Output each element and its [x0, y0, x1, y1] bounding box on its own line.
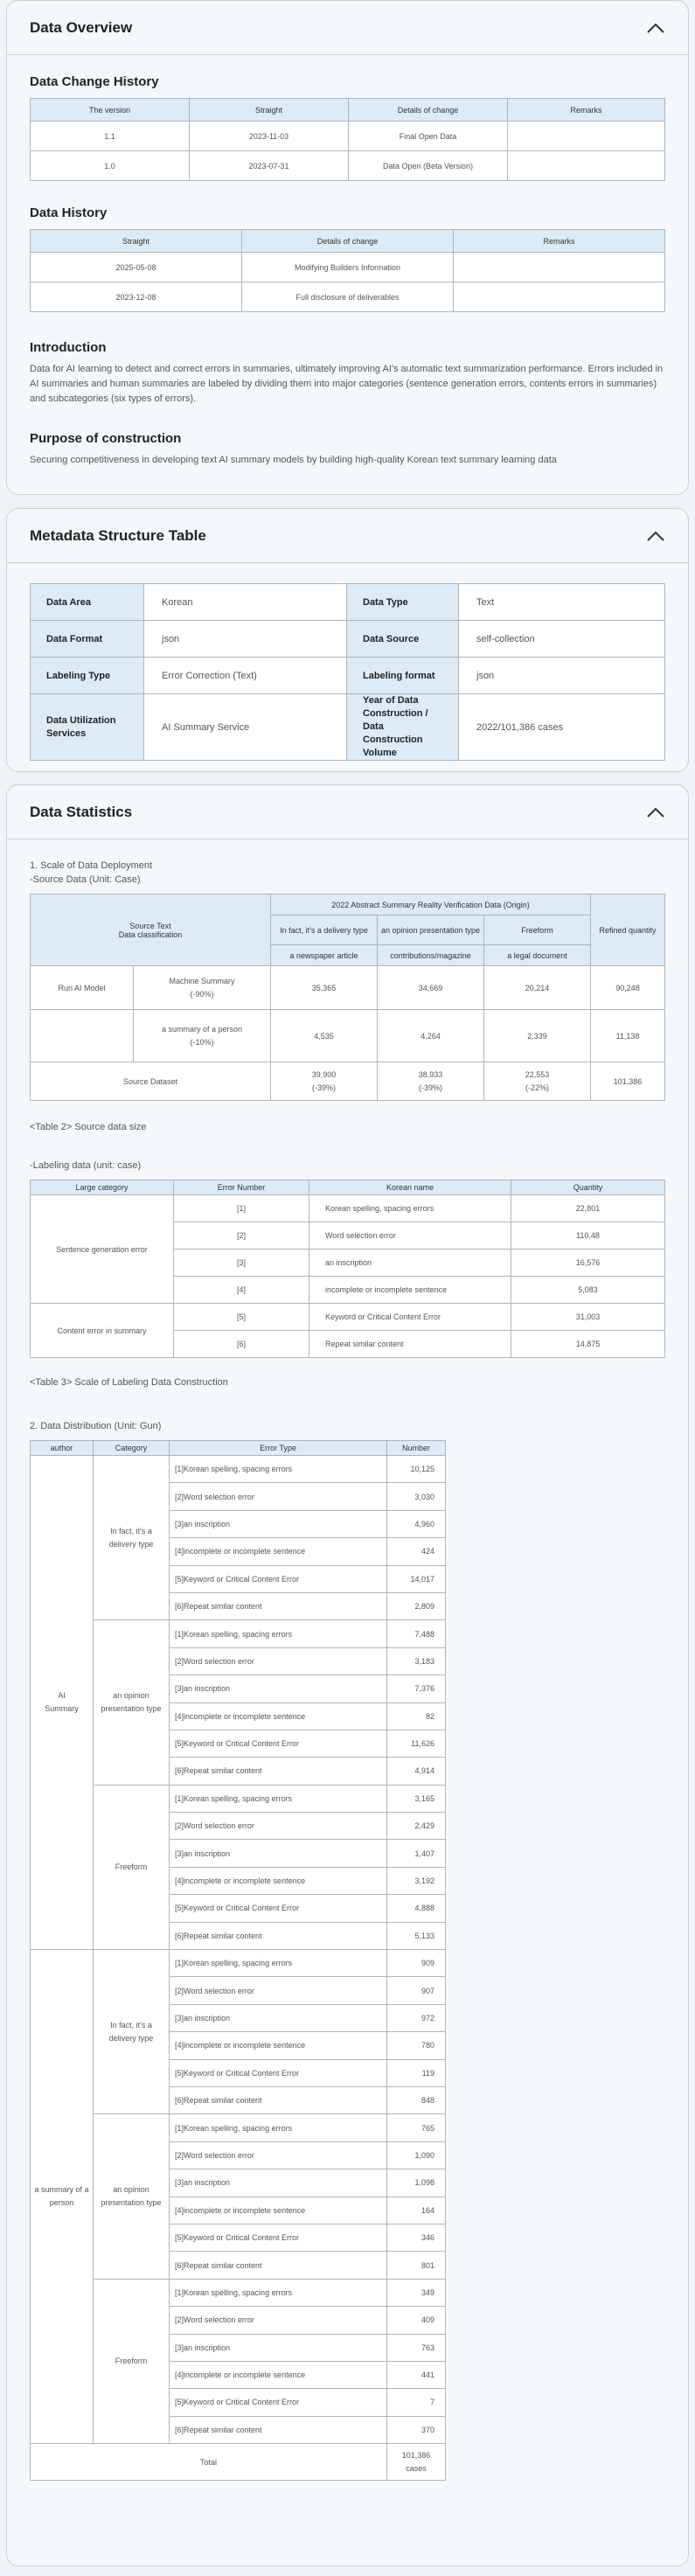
table-row: [31, 1010, 665, 1062]
table-row: [31, 621, 665, 658]
cell: 14,875: [511, 1331, 665, 1358]
number-cell: 4,888: [387, 1895, 446, 1922]
category-cell: an opinion presentation type: [94, 2114, 170, 2279]
col-header: author: [31, 1441, 94, 1456]
cell: 20,214: [484, 966, 591, 1010]
meta-value: json: [459, 658, 665, 694]
author-cell: a summary of a person: [31, 1950, 94, 2444]
col-header: Korean name: [309, 1180, 511, 1195]
error-type-cell: [6]Repeat similar content: [170, 2252, 387, 2279]
metadata-panel: [6, 508, 689, 772]
cell: [3]: [174, 1250, 309, 1277]
cell: 2023-12-08: [31, 282, 242, 312]
error-type-cell: [3]an inscription: [170, 1510, 387, 1537]
error-type-cell: [5]Keyword or Critical Content Error: [170, 1895, 387, 1922]
cell: 38,933 (-39%): [378, 1062, 484, 1101]
table-row: [31, 1950, 446, 1977]
number-cell: 424: [387, 1538, 446, 1565]
number-cell: 780: [387, 2032, 446, 2059]
table-row: [31, 1620, 446, 1647]
number-cell: 164: [387, 2197, 446, 2224]
meta-key: Data Area: [31, 584, 144, 621]
cell: 2,339: [484, 1010, 591, 1062]
col-header: Freeform: [484, 916, 591, 945]
col-header: The version: [31, 99, 190, 122]
error-type-cell: [1]Korean spelling, spacing errors: [170, 1620, 387, 1647]
number-cell: 2,429: [387, 1813, 446, 1840]
data-overview-title: Data Overview: [30, 18, 133, 36]
number-cell: 14,017: [387, 1565, 446, 1592]
cell: [454, 282, 665, 312]
number-cell: 2,809: [387, 1592, 446, 1619]
meta-value: Text: [459, 584, 665, 621]
col-header: an opinion presentation type: [378, 916, 484, 945]
cell: 39,900 (-39%): [271, 1062, 378, 1101]
cell: 1.0: [31, 151, 190, 181]
labeling-title: -Labeling data (unit: case): [30, 1160, 142, 1171]
col-header: Large category: [31, 1180, 174, 1195]
error-type-cell: [3]an inscription: [170, 1675, 387, 1702]
scale-subtitle: -Source Data (Unit: Case): [30, 874, 141, 885]
error-type-cell: [5]Keyword or Critical Content Error: [170, 2389, 387, 2416]
cell: 110,48: [511, 1222, 665, 1250]
distribution-title: 2. Data Distribution (Unit: Gun): [30, 1421, 162, 1431]
category-cell: Freeform: [94, 1785, 170, 1949]
cell: [6]: [174, 1331, 309, 1358]
error-type-cell: [1]Korean spelling, spacing errors: [170, 2279, 387, 2306]
col-header: Details of change: [242, 230, 454, 253]
number-cell: 765: [387, 2114, 446, 2141]
error-type-cell: [6]Repeat similar content: [170, 2086, 387, 2113]
number-cell: 3,030: [387, 1483, 446, 1510]
error-type-cell: [5]Keyword or Critical Content Error: [170, 1565, 387, 1592]
cell: Modifying Builders Information: [242, 253, 454, 282]
cell: [508, 122, 665, 151]
cell: [2]: [174, 1222, 309, 1250]
number-cell: 409: [387, 2307, 446, 2334]
cell: [454, 253, 665, 282]
cell: [5]: [174, 1304, 309, 1331]
number-cell: 1,098: [387, 2169, 446, 2197]
error-type-cell: [5]Keyword or Critical Content Error: [170, 2224, 387, 2251]
meta-value: 2022/101,386 cases: [459, 694, 665, 761]
table-row: [31, 151, 665, 181]
purpose-title: Purpose of construction: [30, 431, 182, 446]
number-cell: 11,626: [387, 1730, 446, 1757]
cell: a summary of a person (-10%): [134, 1010, 271, 1062]
category-cell: an opinion presentation type: [94, 1620, 170, 1785]
metadata-table: [30, 583, 665, 761]
table-row: [31, 122, 665, 151]
table-row: [31, 253, 665, 282]
number-cell: 119: [387, 2059, 446, 2086]
number-cell: 5,133: [387, 1922, 446, 1949]
meta-value: Error Correction (Text): [144, 658, 347, 694]
number-cell: 349: [387, 2279, 446, 2306]
error-type-cell: [3]an inscription: [170, 2334, 387, 2361]
error-type-cell: [2]Word selection error: [170, 1977, 387, 2004]
meta-key: Labeling Type: [31, 658, 144, 694]
error-type-cell: [4]incomplete or incomplete sentence: [170, 2032, 387, 2059]
cell: 2023-07-31: [190, 151, 349, 181]
meta-key: Year of Data Construction / Data Construction Volume: [347, 694, 459, 761]
number-cell: 7,376: [387, 1675, 446, 1702]
cell: 34,669: [378, 966, 484, 1010]
number-cell: 907: [387, 1977, 446, 2004]
number-cell: 10,125: [387, 1456, 446, 1483]
number-cell: 848: [387, 2086, 446, 2113]
category-cell: In fact, it's a delivery type: [94, 1950, 170, 2114]
table-row: [31, 1456, 446, 1483]
meta-key: Data Utilization Services: [31, 694, 144, 761]
col-header: Error Type: [170, 1441, 387, 1456]
cell: 2025-05-08: [31, 253, 242, 282]
col-header: In fact, it's a delivery type: [271, 916, 378, 945]
error-type-cell: [3]an inscription: [170, 2004, 387, 2031]
cell: an inscription: [309, 1250, 511, 1277]
cell: 35,365: [271, 966, 378, 1010]
data-history-table: [30, 229, 665, 312]
meta-key: Data Type: [347, 584, 459, 621]
col-header: Details of change: [349, 99, 508, 122]
scale-title: 1. Scale of Data Deployment: [30, 860, 153, 871]
cell: Korean spelling, spacing errors: [309, 1195, 511, 1222]
chevron-up-icon[interactable]: [646, 22, 665, 34]
cell: Data Open (Beta Version): [349, 151, 508, 181]
total-row: [31, 2444, 446, 2481]
cell: 31,003: [511, 1304, 665, 1331]
col-subheader: contributions/magazine: [378, 945, 484, 966]
error-type-cell: [2]Word selection error: [170, 1647, 387, 1674]
cell: 101,386: [591, 1062, 665, 1101]
error-type-cell: [4]incomplete or incomplete sentence: [170, 2361, 387, 2388]
error-type-cell: [1]Korean spelling, spacing errors: [170, 1950, 387, 1977]
source-data-table: [30, 894, 665, 1101]
cell: 16,576: [511, 1250, 665, 1277]
cell: Final Open Data: [349, 122, 508, 151]
introduction-title: Introduction: [30, 340, 107, 355]
cell: 4,264: [378, 1010, 484, 1062]
category-cell: In fact, it's a delivery type: [94, 1456, 170, 1620]
meta-value: json: [144, 621, 347, 658]
chevron-up-icon[interactable]: [646, 806, 665, 818]
introduction-text: Data for AI learning to detect and correct errors in summaries, ultimately improving AI's automatic text summarization performance. Errors included in AI summaries and human summaries are labeled by dividing them into major categories (sentence generation errors, contents errors in summaries) and subcategories (six types of errors).: [30, 364, 664, 404]
cell: Keyword or Critical Content Error: [309, 1304, 511, 1331]
col-header: Category: [94, 1441, 170, 1456]
table3-caption: <Table 3> Scale of Labeling Data Construction: [30, 1377, 228, 1388]
meta-key: Labeling format: [347, 658, 459, 694]
number-cell: 3,192: [387, 1867, 446, 1894]
error-type-cell: [2]Word selection error: [170, 1483, 387, 1510]
table2-caption: <Table 2> Source data size: [30, 1122, 147, 1132]
meta-value: self-collection: [459, 621, 665, 658]
number-cell: 4,914: [387, 1758, 446, 1785]
cell: Run AI Model: [31, 966, 134, 1010]
cell: 11,138: [591, 1010, 665, 1062]
error-type-cell: [6]Repeat similar content: [170, 1758, 387, 1785]
chevron-up-icon[interactable]: [646, 530, 665, 542]
error-type-cell: [5]Keyword or Critical Content Error: [170, 1730, 387, 1757]
number-cell: 441: [387, 2361, 446, 2388]
author-cell: AI Summary: [31, 1456, 94, 1950]
col-header: Straight: [190, 99, 349, 122]
table-row: [31, 2279, 446, 2306]
error-type-cell: [4]incomplete or incomplete sentence: [170, 2197, 387, 2224]
error-type-cell: [6]Repeat similar content: [170, 1592, 387, 1619]
table-row: [31, 966, 665, 1010]
table-row: [31, 1785, 446, 1812]
error-type-cell: [4]incomplete or incomplete sentence: [170, 1867, 387, 1894]
class-header: Source Text Data classification: [31, 895, 271, 966]
table-row: [31, 1062, 665, 1101]
cell: Full disclosure of deliverables: [242, 282, 454, 312]
number-cell: 346: [387, 2224, 446, 2251]
meta-key: Data Source: [347, 621, 459, 658]
cell: 1.1: [31, 122, 190, 151]
cell: Machine Summary (-90%): [134, 966, 271, 1010]
meta-key: Data Format: [31, 621, 144, 658]
data-overview-header[interactable]: [7, 1, 688, 55]
col-header: Straight: [31, 230, 242, 253]
number-cell: 7: [387, 2389, 446, 2416]
total-label: Total: [31, 2444, 387, 2481]
col-header: Error Number: [174, 1180, 309, 1195]
col-header: Remarks: [454, 230, 665, 253]
cell: 5,083: [511, 1277, 665, 1304]
labeling-data-table: [30, 1180, 665, 1358]
cell: incomplete or incomplete sentence: [309, 1277, 511, 1304]
group-header: 2022 Abstract Summary Reality Verification Data (Origin): [271, 895, 591, 916]
category-cell: Content error in summary: [31, 1304, 174, 1358]
metadata-header[interactable]: [7, 509, 688, 563]
cell: 90,248: [591, 966, 665, 1010]
meta-value: AI Summary Service: [144, 694, 347, 761]
error-type-cell: [4]incomplete or incomplete sentence: [170, 1538, 387, 1565]
number-cell: 801: [387, 2252, 446, 2279]
error-type-cell: [1]Korean spelling, spacing errors: [170, 2114, 387, 2141]
number-cell: 3,165: [387, 1785, 446, 1812]
error-type-cell: [1]Korean spelling, spacing errors: [170, 1785, 387, 1812]
refined-header: Refined quantity: [591, 895, 665, 966]
number-cell: 370: [387, 2416, 446, 2443]
col-header: Number: [387, 1441, 446, 1456]
error-type-cell: [1]Korean spelling, spacing errors: [170, 1456, 387, 1483]
number-cell: 909: [387, 1950, 446, 1977]
data-statistics-title: Data Statistics: [30, 803, 133, 820]
error-type-cell: [2]Word selection error: [170, 1813, 387, 1840]
number-cell: 1,090: [387, 2141, 446, 2169]
number-cell: 4,960: [387, 1510, 446, 1537]
table-row: [31, 658, 665, 694]
error-type-cell: [2]Word selection error: [170, 2307, 387, 2334]
table-row: [31, 282, 665, 312]
cell: [508, 151, 665, 181]
col-subheader: a legal document: [484, 945, 591, 966]
col-header: Quantity: [511, 1180, 665, 1195]
cell: [31, 1010, 134, 1062]
table-row: [31, 694, 665, 761]
change-history-title: Data Change History: [30, 74, 159, 89]
cell: [4]: [174, 1277, 309, 1304]
table-row: [31, 1304, 665, 1331]
category-cell: Sentence generation error: [31, 1195, 174, 1304]
cell: 4,535: [271, 1010, 378, 1062]
distribution-table: [30, 1440, 446, 2481]
table-row: [31, 584, 665, 621]
cell: [1]: [174, 1195, 309, 1222]
metadata-title: Metadata Structure Table: [30, 526, 206, 544]
purpose-text: Securing competitiveness in developing text AI summary models by building high-quality Korean text summary learning data: [30, 455, 557, 465]
table-row: [31, 2114, 446, 2141]
error-type-cell: [6]Repeat similar content: [170, 1922, 387, 1949]
cell: 2023-11-03: [190, 122, 349, 151]
total-value: 101,386 cases: [387, 2444, 446, 2481]
error-type-cell: [4]incomplete or incomplete sentence: [170, 1702, 387, 1730]
number-cell: 82: [387, 1702, 446, 1730]
error-type-cell: [5]Keyword or Critical Content Error: [170, 2059, 387, 2086]
cell: Repeat similar content: [309, 1331, 511, 1358]
data-statistics-panel: [6, 784, 689, 2566]
error-type-cell: [3]an inscription: [170, 2169, 387, 2197]
col-subheader: a newspaper article: [271, 945, 378, 966]
number-cell: 3,183: [387, 1647, 446, 1674]
error-type-cell: [2]Word selection error: [170, 2141, 387, 2169]
number-cell: 1,407: [387, 1840, 446, 1867]
number-cell: 972: [387, 2004, 446, 2031]
cell: Word selection error: [309, 1222, 511, 1250]
col-header: Remarks: [508, 99, 665, 122]
cell: 22,553 (-22%): [484, 1062, 591, 1101]
data-statistics-header[interactable]: [7, 785, 688, 839]
category-cell: Freeform: [94, 2279, 170, 2443]
data-history-title: Data History: [30, 205, 108, 220]
cell: 22,801: [511, 1195, 665, 1222]
meta-value: Korean: [144, 584, 347, 621]
number-cell: 7,488: [387, 1620, 446, 1647]
number-cell: 763: [387, 2334, 446, 2361]
data-overview-panel: [6, 0, 689, 495]
error-type-cell: [6]Repeat similar content: [170, 2416, 387, 2443]
error-type-cell: [3]an inscription: [170, 1840, 387, 1867]
cell: Source Dataset: [31, 1062, 271, 1101]
table-row: [31, 1195, 665, 1222]
change-history-table: [30, 98, 665, 181]
